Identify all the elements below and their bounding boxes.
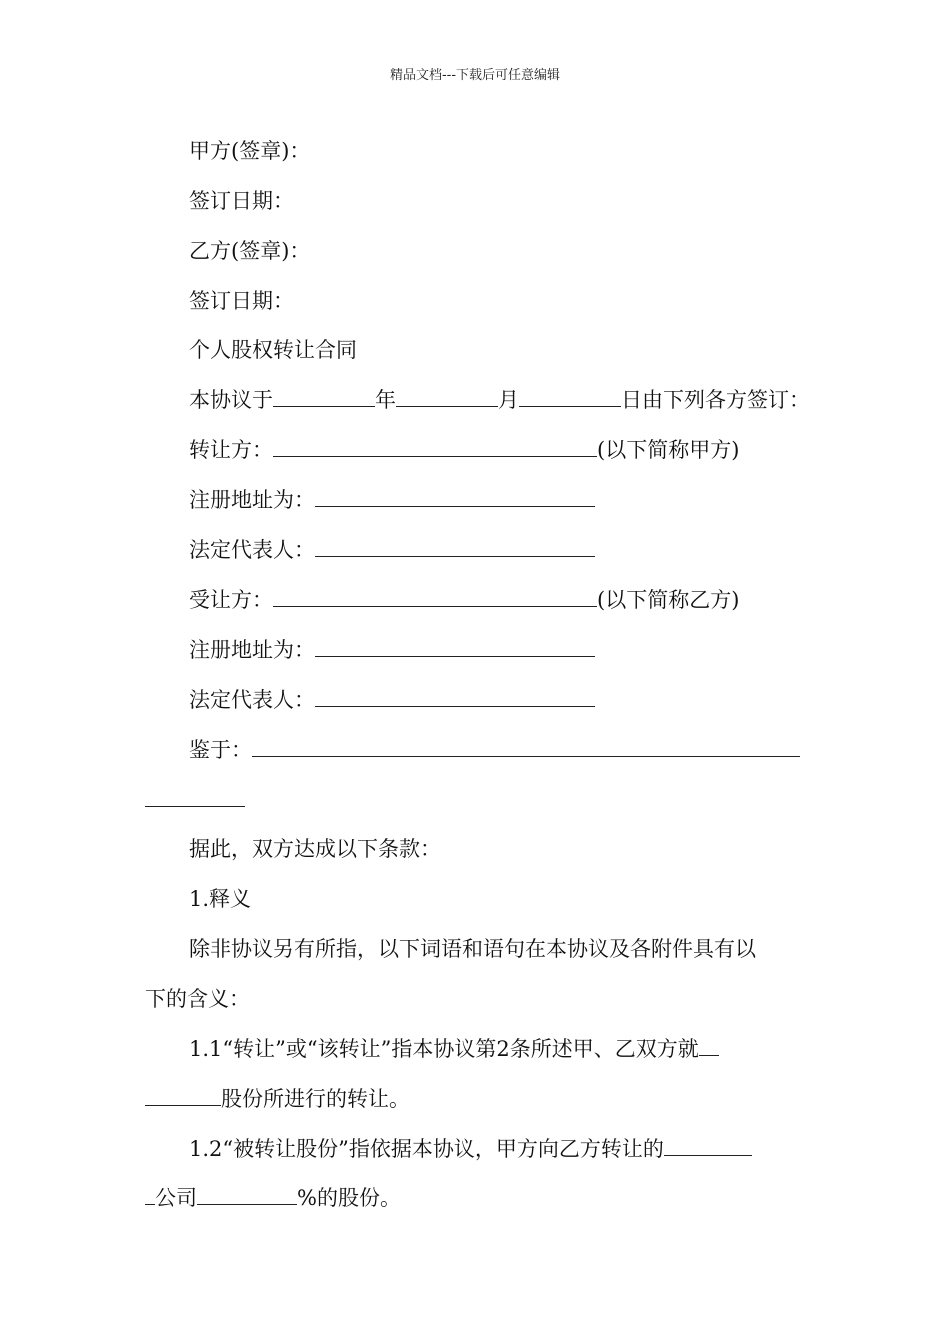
section-1-2-text-end: %的股份。 xyxy=(297,1186,401,1210)
page-header: 精品文档---下载后可任意编辑 xyxy=(389,68,561,83)
whereas-blank xyxy=(252,736,800,757)
party-a-signature-line xyxy=(189,137,950,165)
hereby-line xyxy=(189,835,950,863)
section-1-title-line xyxy=(189,885,950,913)
month-label: 月 xyxy=(498,388,519,412)
transferee-label: 受让方： xyxy=(189,588,273,612)
transferee-note: (以下简称乙方) xyxy=(597,588,740,612)
section-1-2-blank-b xyxy=(145,1184,155,1205)
legal-rep-a-line xyxy=(189,536,950,564)
reg-address-a-label: 注册地址为： xyxy=(189,488,315,512)
section-1-2-line-2 xyxy=(145,1184,950,1212)
transferor-line xyxy=(189,436,950,464)
year-blank xyxy=(273,386,375,407)
contract-title: 个人股权转让合同 xyxy=(189,338,357,362)
section-1-title: 1.释义 xyxy=(189,887,252,911)
agreement-prefix: 本协议于 xyxy=(189,388,273,412)
sign-date-b-line xyxy=(189,287,950,315)
party-a-signature-label: 甲方(签章)： xyxy=(189,139,311,163)
legal-rep-b-line xyxy=(189,686,950,714)
section-1-1-text-b: 股份所进行的转让。 xyxy=(221,1087,410,1111)
transferor-note: (以下简称甲方) xyxy=(597,438,740,462)
reg-address-a-blank xyxy=(315,486,595,507)
legal-rep-a-blank xyxy=(315,536,595,557)
section-1-2-percent-blank xyxy=(197,1184,297,1205)
section-1-1-text-a: 1.1“转让”或“该转让”指本协议第2条所述甲、乙双方就 xyxy=(189,1037,699,1061)
section-1-1-line-2 xyxy=(145,1085,950,1113)
section-1-intro-text-1: 除非协议另有所指，以下词语和语句在本协议及各附件具有以 xyxy=(189,937,756,961)
transferee-blank xyxy=(273,586,597,607)
section-1-2-line-1 xyxy=(189,1135,950,1163)
section-1-intro-line-2 xyxy=(145,985,950,1013)
legal-rep-a-label: 法定代表人： xyxy=(189,538,315,562)
legal-rep-b-label: 法定代表人： xyxy=(189,688,315,712)
transferee-line xyxy=(189,586,950,614)
day-blank xyxy=(519,386,621,407)
sign-date-a-label: 签订日期： xyxy=(189,189,294,213)
transferor-blank xyxy=(273,436,597,457)
party-b-signature-label: 乙方(签章)： xyxy=(189,239,311,263)
reg-address-b-label: 注册地址为： xyxy=(189,638,315,662)
sign-date-a-line xyxy=(189,187,950,215)
sign-date-b-label: 签订日期： xyxy=(189,289,294,313)
section-1-2-company: 公司 xyxy=(155,1186,197,1210)
section-1-1-blank-b xyxy=(145,1085,221,1106)
section-1-2-text-a: 1.2“被转让股份”指依据本协议，甲方向乙方转让的 xyxy=(189,1137,664,1161)
year-label: 年 xyxy=(375,388,396,412)
agreement-date-line xyxy=(189,386,950,414)
whereas-line xyxy=(189,736,950,764)
whereas-label: 鉴于： xyxy=(189,738,252,762)
contract-title-line xyxy=(189,336,950,364)
reg-address-b-blank xyxy=(315,636,595,657)
party-b-signature-line xyxy=(189,237,950,265)
agreement-suffix: 日由下列各方签订： xyxy=(621,388,810,412)
legal-rep-b-blank xyxy=(315,686,595,707)
month-blank xyxy=(396,386,498,407)
section-1-intro-text-2: 下的含义： xyxy=(145,987,250,1011)
hereby-text: 据此，双方达成以下条款： xyxy=(189,837,441,861)
whereas-continuation-blank xyxy=(145,786,245,807)
section-1-1-blank-a xyxy=(699,1035,719,1056)
transferor-label: 转让方： xyxy=(189,438,273,462)
whereas-continuation-line xyxy=(145,786,950,814)
section-1-2-blank-a xyxy=(664,1135,752,1156)
reg-address-b-line xyxy=(189,636,950,664)
section-1-intro-line-1 xyxy=(189,935,950,963)
section-1-1-line-1 xyxy=(189,1035,950,1063)
reg-address-a-line xyxy=(189,486,950,514)
